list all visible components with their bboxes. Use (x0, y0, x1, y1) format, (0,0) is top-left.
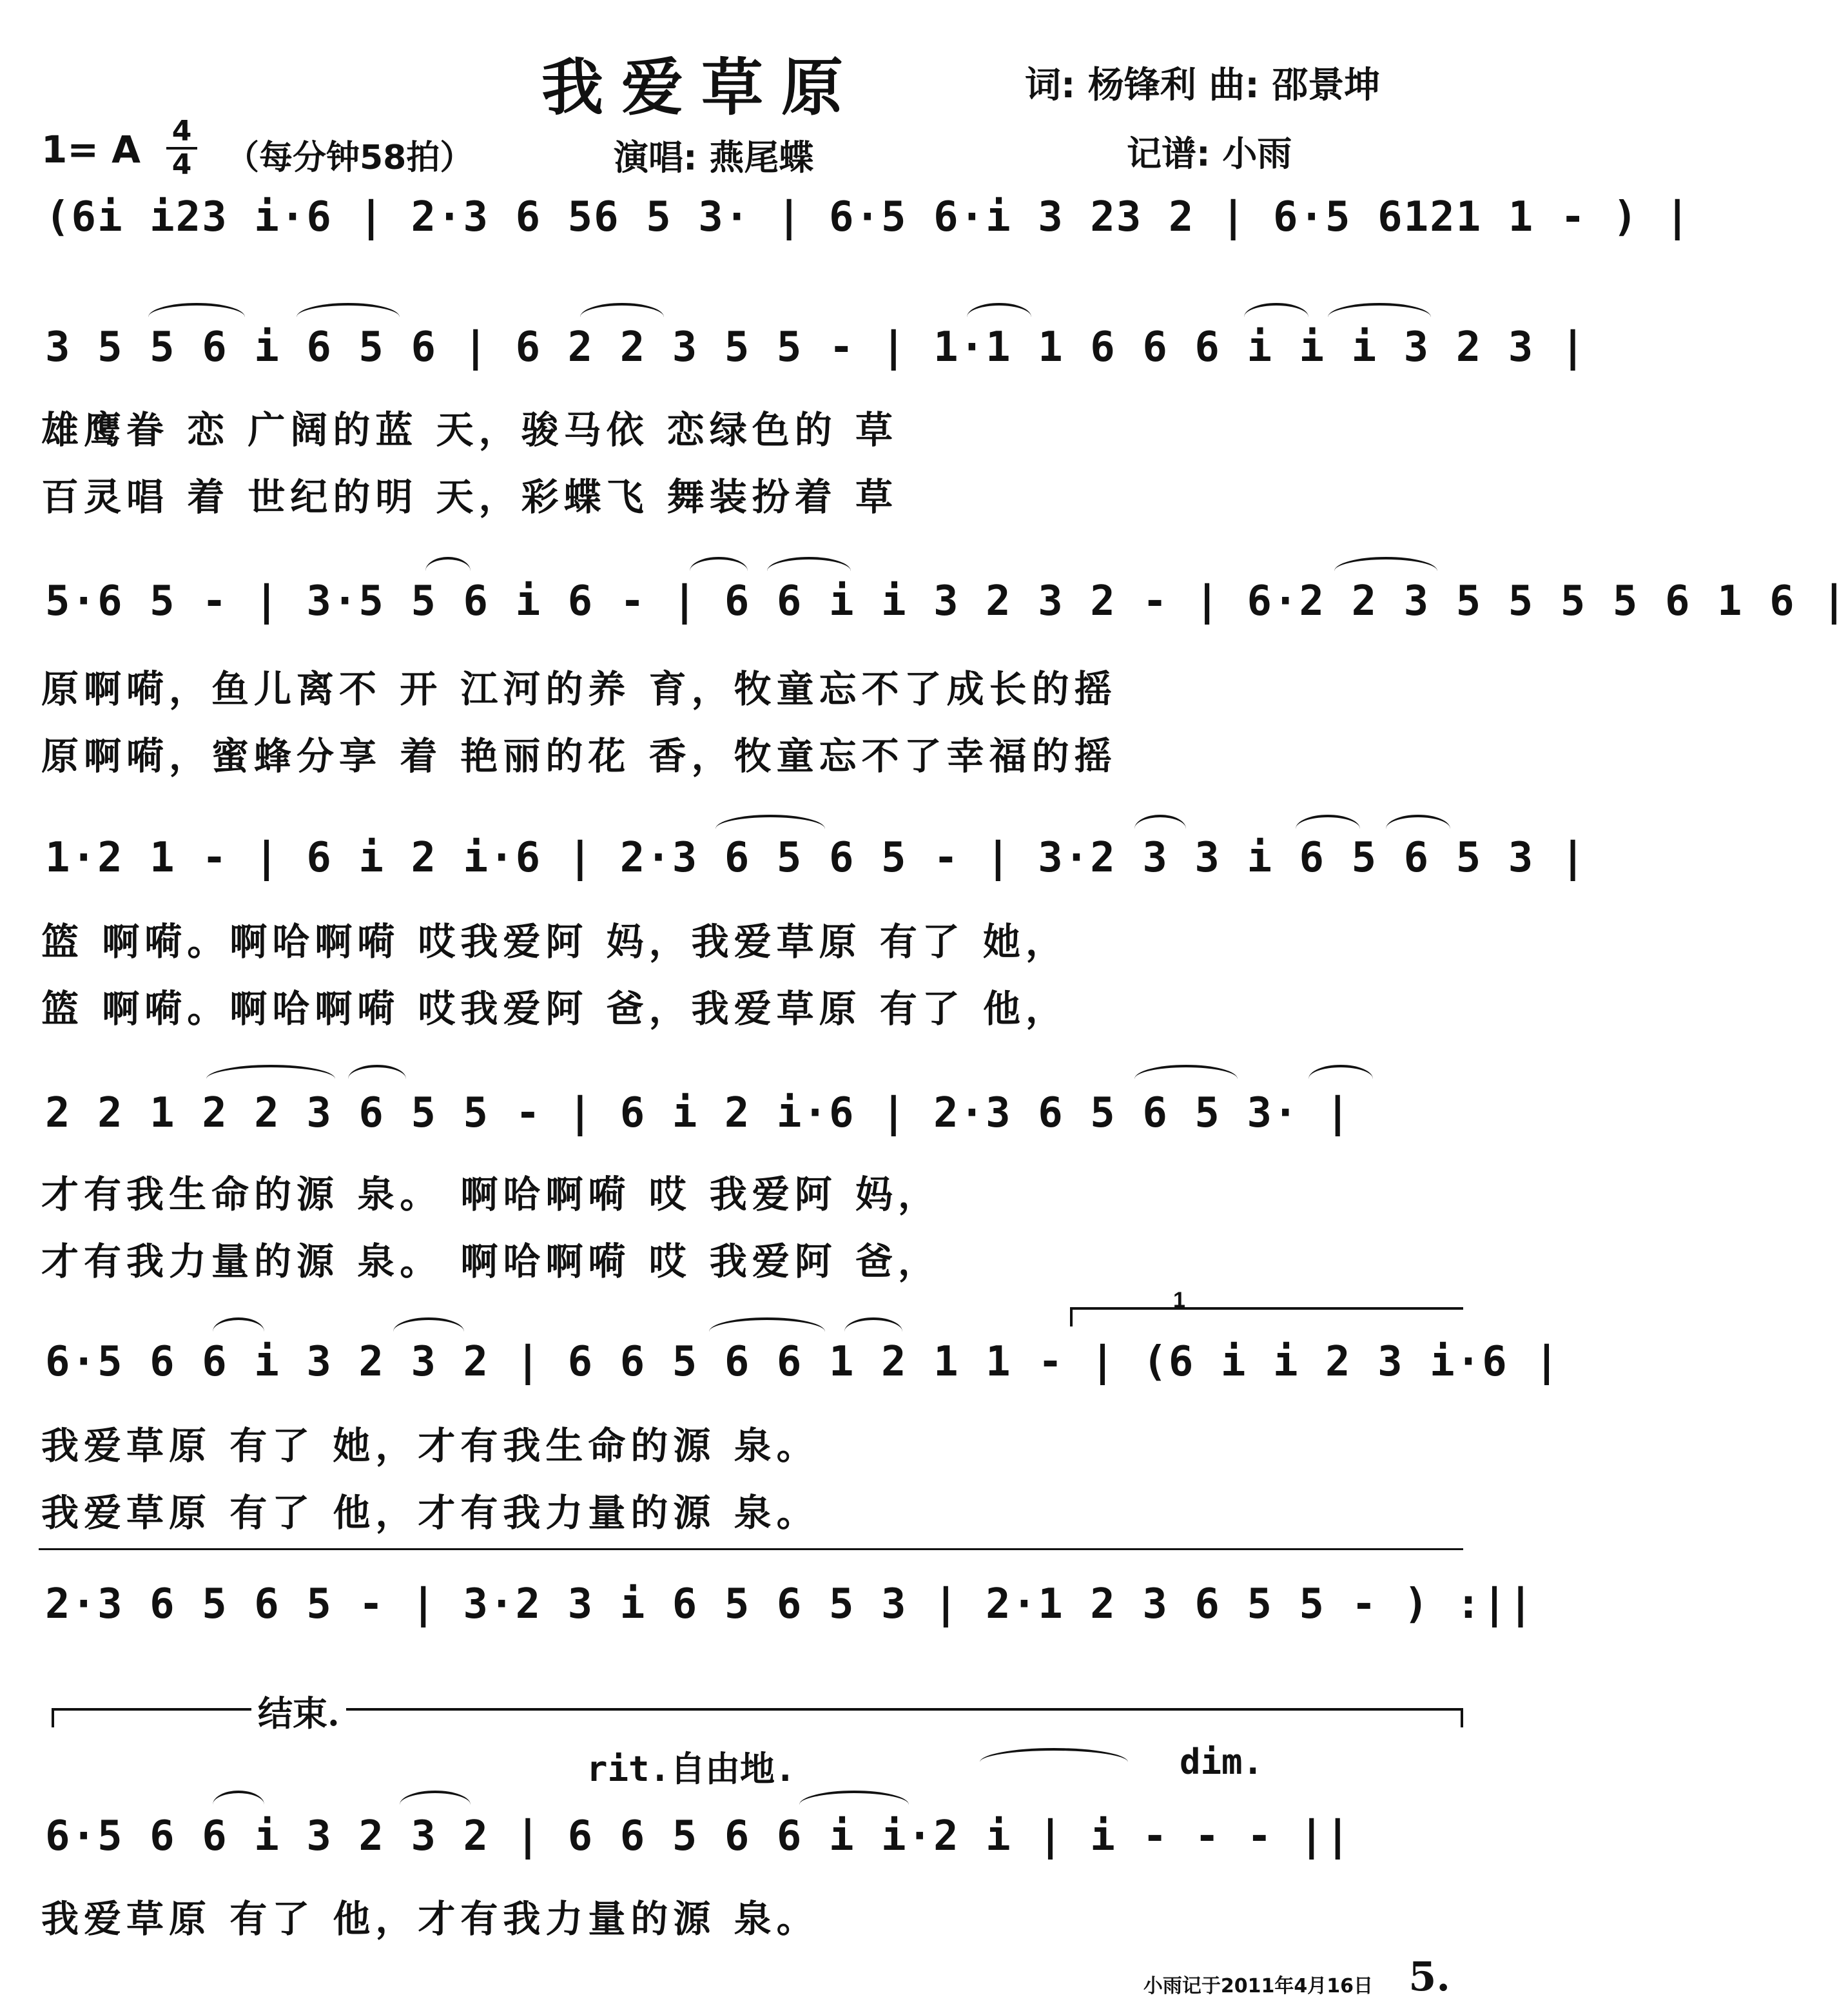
staff-notes-6: 2·3 6 5 6 5 - | 3·2 3 i 6 5 6 5 3 | 2·1 2 3 6 5 5 - ) :|| (45, 1580, 1535, 1628)
staff-notes-4: 2 2 1 2 2 3 6 5 5 - | 6 i 2 i·6 | 2·3 6 5 6 5 3· | (45, 1089, 1352, 1137)
staff-notes-0: (6i i23 i·6 | 2·3 6 56 5 3· | 6·5 6·i 3 23 2 | 6·5 6121 1 - ) | (45, 193, 1691, 241)
page-number: 5. (1408, 1953, 1450, 2000)
lyrics-2-verse-2: 原啊嗬，蜜蜂分享 着 艳丽的花 香，牧童忘不了幸福的摇 (41, 734, 1117, 778)
lyrics-4-verse-1: 才有我生命的源 泉。 啊哈啊嗬 哎 我爱阿 妈， (41, 1172, 940, 1216)
lyrics-7-verse-1: 我爱草原 有了 他，才有我力量的源 泉。 (41, 1897, 819, 1941)
page-title: 我爱草原 (541, 51, 861, 124)
staff-notes-5: 6·5 6 6 i 3 2 3 2 | 6 6 5 6 6 1 2 1 1 - | (6 i i 2 3 i·6 | (45, 1338, 1561, 1386)
staff-notes-1: 3 5 5 6 i 6 5 6 | 6 2 2 3 5 5 - | 1·1 1 6 6 6 i i i 3 2 3 | (45, 324, 1587, 371)
lyrics-5-verse-1: 我爱草原 有了 她，才有我生命的源 泉。 (41, 1424, 819, 1468)
volta-bracket-1 (1070, 1288, 1463, 1312)
key-signature: 1= A (41, 128, 141, 171)
staff-notes-3: 1·2 1 - | 6 i 2 i·6 | 2·3 6 5 6 5 - | 3·2 3 3 i 6 5 6 5 3 | (45, 834, 1587, 882)
rit-marking: rit.自由地. (587, 1749, 796, 1789)
lyrics-1-verse-2: 百灵唱 着 世纪的明 天，彩蝶飞 舞装扮着 草 (41, 475, 898, 519)
credits: 词: 杨锋利 曲: 邵景坤 (1025, 64, 1381, 106)
ending-label: 结束. (251, 1686, 346, 1736)
lyrics-4-verse-2: 才有我力量的源 泉。 啊哈啊嗬 哎 我爱阿 爸， (41, 1239, 940, 1283)
time-signature (166, 117, 197, 179)
staff-notes-7: 6·5 6 6 i 3 2 3 2 | 6 6 5 6 6 i i·2 i | i - - - || (45, 1812, 1352, 1860)
lyrics-2-verse-1: 原啊嗬，鱼儿离不 开 江河的养 育，牧童忘不了成长的摇 (41, 667, 1117, 711)
singer: 演唱: 燕尾蝶 (614, 137, 814, 178)
lyrics-5-verse-2: 我爱草原 有了 他，才有我力量的源 泉。 (41, 1491, 819, 1535)
staff-notes-2: 5·6 5 - | 3·5 5 6 i 6 - | 6 6 i i 3 2 3 2 - | 6·2 2 3 5 5 5 5 6 1 6 | (45, 578, 1848, 625)
transcriber: 记谱: 小雨 (1127, 133, 1292, 174)
tempo: （每分钟58拍） (226, 139, 474, 177)
time-denominator: 4 (171, 148, 192, 181)
lyrics-3-verse-2: 篮 啊嗬。啊哈啊嗬 哎我爱阿 爸，我爱草原 有了 他， (41, 987, 1068, 1031)
time-numerator: 4 (171, 115, 192, 148)
footer-note: 小雨记于2011年4月16日 (1143, 1975, 1373, 1997)
lyrics-1-verse-1: 雄鹰眷 恋 广阔的蓝 天，骏马依 恋绿色的 草 (41, 408, 898, 452)
lyrics-3-verse-1: 篮 啊嗬。啊哈啊嗬 哎我爱阿 妈，我爱草原 有了 她， (41, 920, 1068, 964)
dim-marking: dim. (1180, 1742, 1264, 1782)
volta-1-label: 1 (1173, 1288, 1185, 1312)
